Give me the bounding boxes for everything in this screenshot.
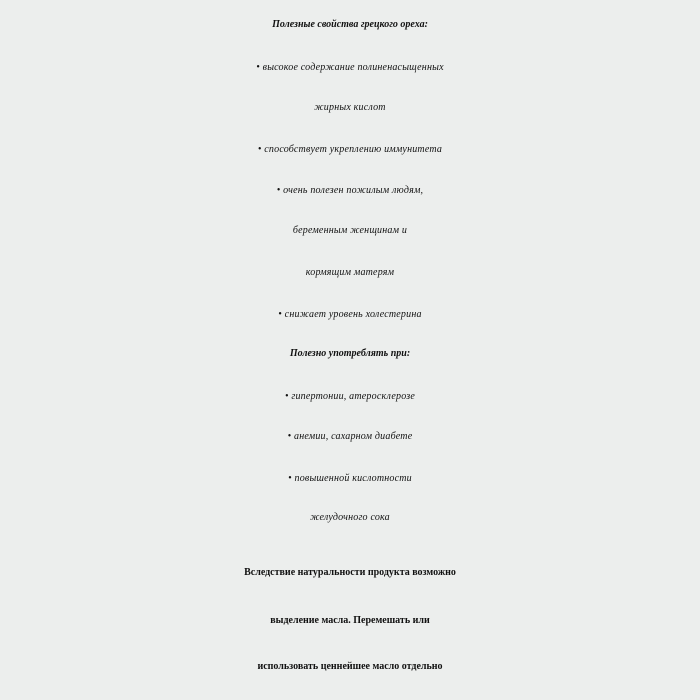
- storage-note-line: использовать ценнейшее масло отдельно: [257, 661, 443, 672]
- storage-note-line: Вследствие натуральности продукта возможно: [244, 567, 456, 578]
- benefit-line: • способствует укреплению иммунитета: [257, 144, 443, 155]
- usage-heading: Полезно употреблять при:: [289, 348, 411, 359]
- benefits-heading: Полезные свойства грецкого ореха:: [272, 19, 428, 30]
- usage-line: желудочного сока: [310, 512, 390, 523]
- benefit-line: жирных кислот: [314, 102, 386, 113]
- benefit-line: • высокое содержание полиненасыщенных: [256, 62, 444, 73]
- benefit-line: • очень полезен пожилым людям,: [276, 185, 424, 196]
- benefit-line: • снижает уровень холестерина: [278, 309, 422, 320]
- usage-line: • гипертонии, атеросклерозе: [284, 391, 416, 402]
- storage-note-line: выделение масла. Перемешать или: [270, 615, 430, 626]
- usage-line: • анемии, сахарном диабете: [287, 431, 413, 442]
- usage-line: • повышенной кислотности: [288, 473, 412, 484]
- benefit-line: кормящим матерям: [305, 267, 395, 278]
- benefit-line: беременным женщинам и: [292, 225, 408, 236]
